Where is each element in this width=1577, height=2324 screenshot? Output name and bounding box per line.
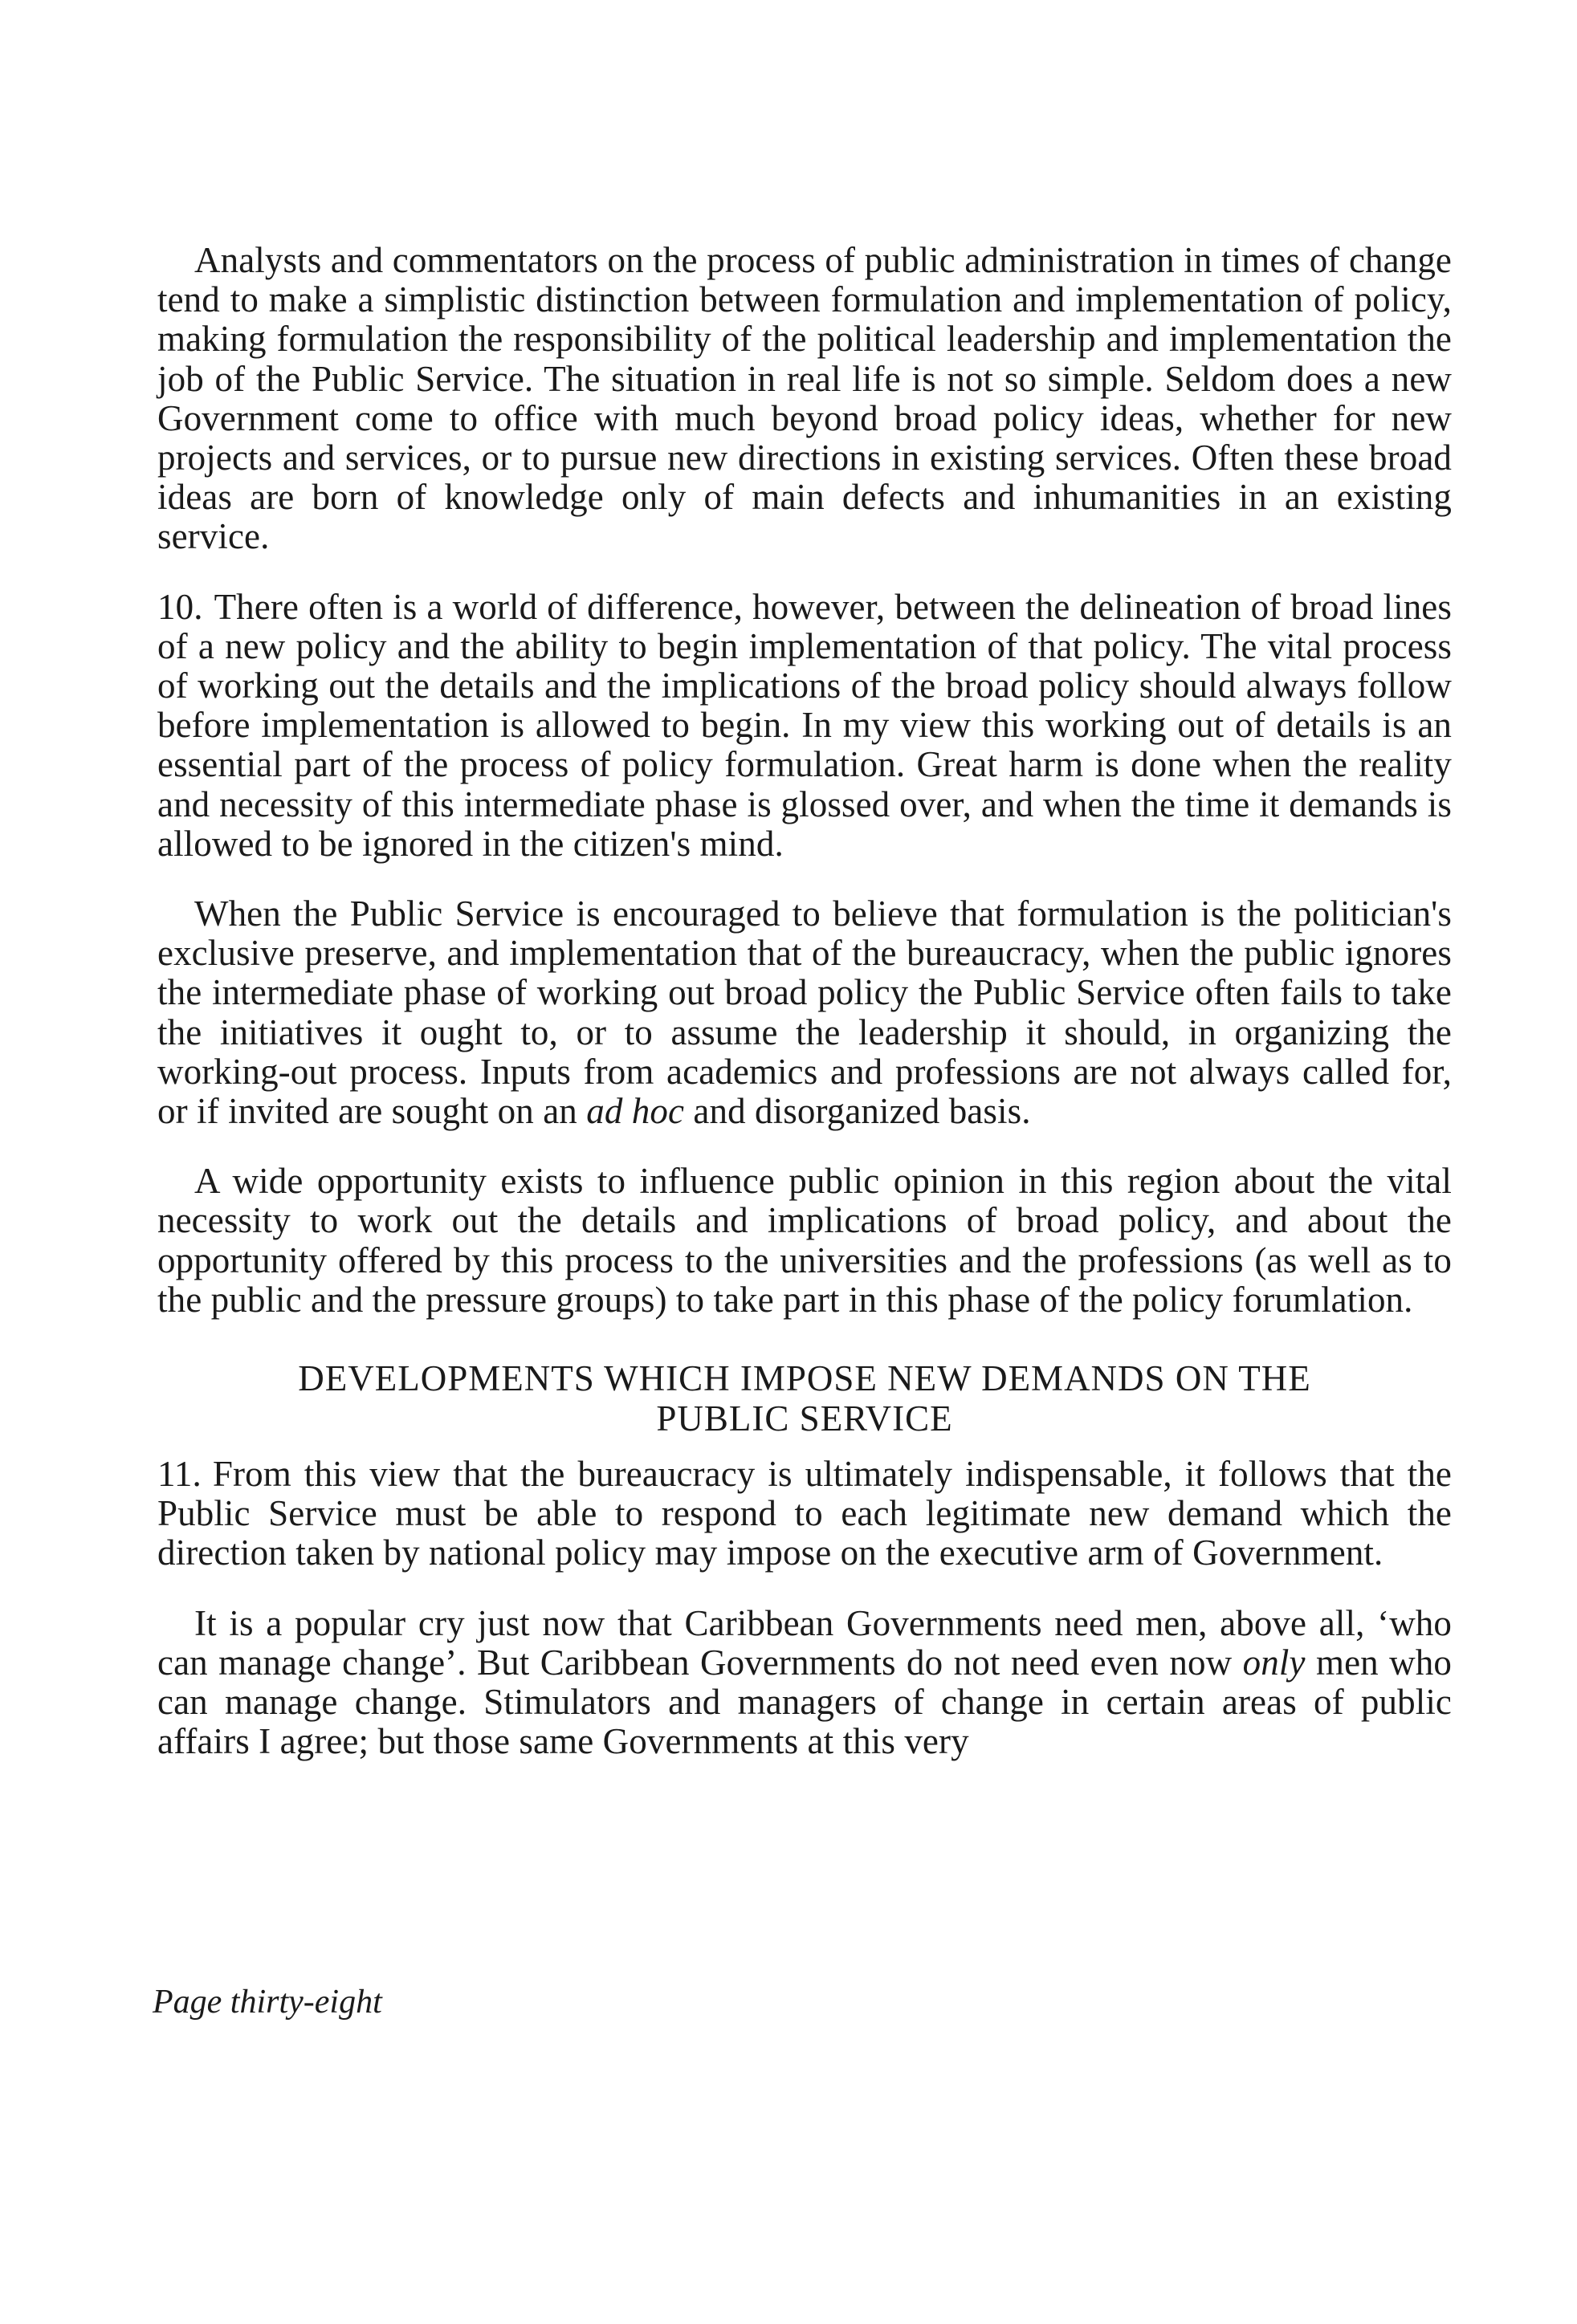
paragraph-formulation-implementation: Analysts and commentators on the process of public administration in times of change tend to make a simplistic distinction between formulation and implementation of policy, making formulation the responsibility of the political leadership and implementation the job of the Public Service. The situation in real life is not so simple. Seldom does a new Government come to office with much beyond broad policy ideas, whether for new projects and services, or to pursue new directions in existing services. Often these broad ideas are born of knowledge only of main defects and inhumanities in an existing service. — [157, 240, 1452, 557]
paragraph-text: When the Public Service is encouraged to believe that formulation is the politician's exclusive preserve, and implementation that of the bureaucracy, when the public ignores the intermediate phase of working out broad policy the Public Service often fails to take the initiatives it ought to, or to assume the leadership it should, in organizing the working-out process. Inputs from academics and professions are not always called for, or if invited are sought on an — [157, 893, 1452, 1132]
paragraph-10 — [157, 588, 1452, 864]
section-heading-line: PUBLIC SERVICE — [656, 1398, 953, 1439]
document-page — [157, 241, 1452, 1762]
paragraph-number: 10. — [157, 586, 203, 627]
paragraph-text: It is a popular cry just now that Caribbean Governments need men, above all, ‘who can manage change’. But Caribbean Governments do not need even now — [157, 1602, 1452, 1683]
paragraph-text: and disorganized basis. — [684, 1091, 1031, 1132]
emphasis-text: ad hoc — [586, 1091, 685, 1132]
section-heading — [157, 1358, 1452, 1439]
page-number-footer: Page thirty-eight — [153, 1984, 382, 2021]
paragraph-manage-change — [157, 1604, 1452, 1762]
paragraph-text: From this view that the bureaucracy is ultimately indispensable, it follows that the Public Service must be able to respond to each legitimate new demand which the direction taken by national policy may impose on the executive arm of Government. — [157, 1454, 1452, 1573]
paragraph-public-opinion: A wide opportunity exists to influence public opinion in this region about the vital necessity to work out the details and implications of broad policy, and about the opportunity offered by this process to the universities and the professions (as well as to the public and the pressure groups) to take part in this phase of the policy forumlation. — [157, 1161, 1452, 1320]
emphasis-text: only — [1242, 1642, 1306, 1683]
paragraph-text: There often is a world of difference, however, between the delineation of broad lines of a new policy and the ability to begin implementation of that policy. The vital process of working out the details and the implications of the broad policy should always follow before implementation is allowed to begin. In my view this working out of details is an essential part of the process of policy formulation. Great harm is done when the reality and necessity of this intermediate phase is glossed over, and when the time it demands is allowed to be ignored in the citizen's mind. — [157, 586, 1452, 864]
paragraph-text: men who can manage change. Stimulators and managers of change in certain areas of public affairs I agree; but those same Governments at this very — [157, 1642, 1452, 1762]
paragraph-11 — [157, 1455, 1452, 1573]
paragraph-number: 11. — [157, 1454, 202, 1495]
section-heading-line: DEVELOPMENTS WHICH IMPOSE NEW DEMANDS ON THE — [298, 1358, 1311, 1399]
paragraph-public-service-initiatives — [157, 894, 1452, 1131]
